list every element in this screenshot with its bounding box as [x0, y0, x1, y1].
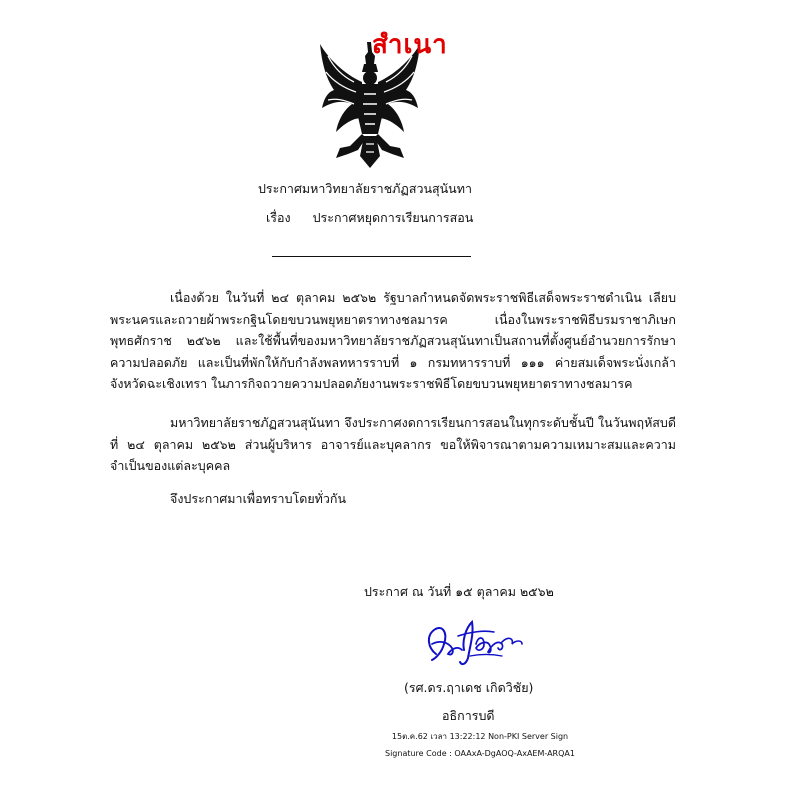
- body-paragraph-2: มหาวิทยาลัยราชภัฏสวนสุนันทา จึงประกาศงดการเรียนการสอนในทุกระดับชั้นปี ในวันพฤหัสบดีที่ ๒๔ ตุลาคม ๒๕๖๒ ส่วนผู้บริหาร อาจารย์และบุคลากร ขอให้พิจารณาตามความเหมาะสมและความจำเป็นของแต่ละบุคคล: [110, 415, 676, 473]
- signature-code: Signature Code : OAAxA-DgAOQ-AxAEM-ARQA1: [385, 749, 575, 758]
- header-divider: [272, 256, 471, 257]
- sign-timestamp: 15ต.ค.62 เวลา 13:22:12 Non-PKI Server Sign: [391, 732, 569, 741]
- closing-statement: จึงประกาศมาเพื่อทราบโดยทั่วกัน: [170, 491, 347, 506]
- announcement-date: ประกาศ ณ วันที่ ๑๕ ตุลาคม ๒๕๖๒: [364, 584, 554, 599]
- signer-name: (รศ.ดร.ฤาเดช เกิดวิชัย): [404, 680, 534, 695]
- subject-text: ประกาศหยุดการเรียนการสอน: [312, 210, 474, 225]
- handwritten-signature: [418, 614, 530, 670]
- subject-label: เรื่อง: [266, 210, 291, 225]
- signer-title: อธิการบดี: [442, 708, 495, 723]
- issuer-title: ประกาศมหาวิทยาลัยราชภัฏสวนสุนันทา: [258, 181, 472, 196]
- body-paragraph-1: เนื่องด้วย ในวันที่ ๒๔ ตุลาคม ๒๕๖๒ รัฐบาลกำหนดจัดพระราชพิธีเสด็จพระราชดำเนิน เลียบพระนครและถวายผ้าพระกฐินโดยขบวนพยุหยาตราทางชลมารค เนื่องในพระราชพิธีบรมราชาภิเษก พุทธศักราช ๒๕๖๒ และใช้พื้นที่ของมหาวิทยาลัยราชภัฏสวนสุนันทาเป็นสถานที่ตั้งศูนย์อำนวยการรักษาความปลอดภัย และเป็นที่พักให้กับกำลังพลทหารราบที่ ๑ กรมทหารราบที่ ๑๑๑ ค่ายสมเด็จพระนั่งเกล้า จังหวัดฉะเชิงเทรา ในภารกิจถวายความปลอดภัยงานพระราชพิธีโดยขบวนพยุหยาตราทางชลมารค: [110, 290, 676, 391]
- subject-line: [266, 210, 473, 226]
- copy-stamp: สำเนา: [372, 30, 448, 60]
